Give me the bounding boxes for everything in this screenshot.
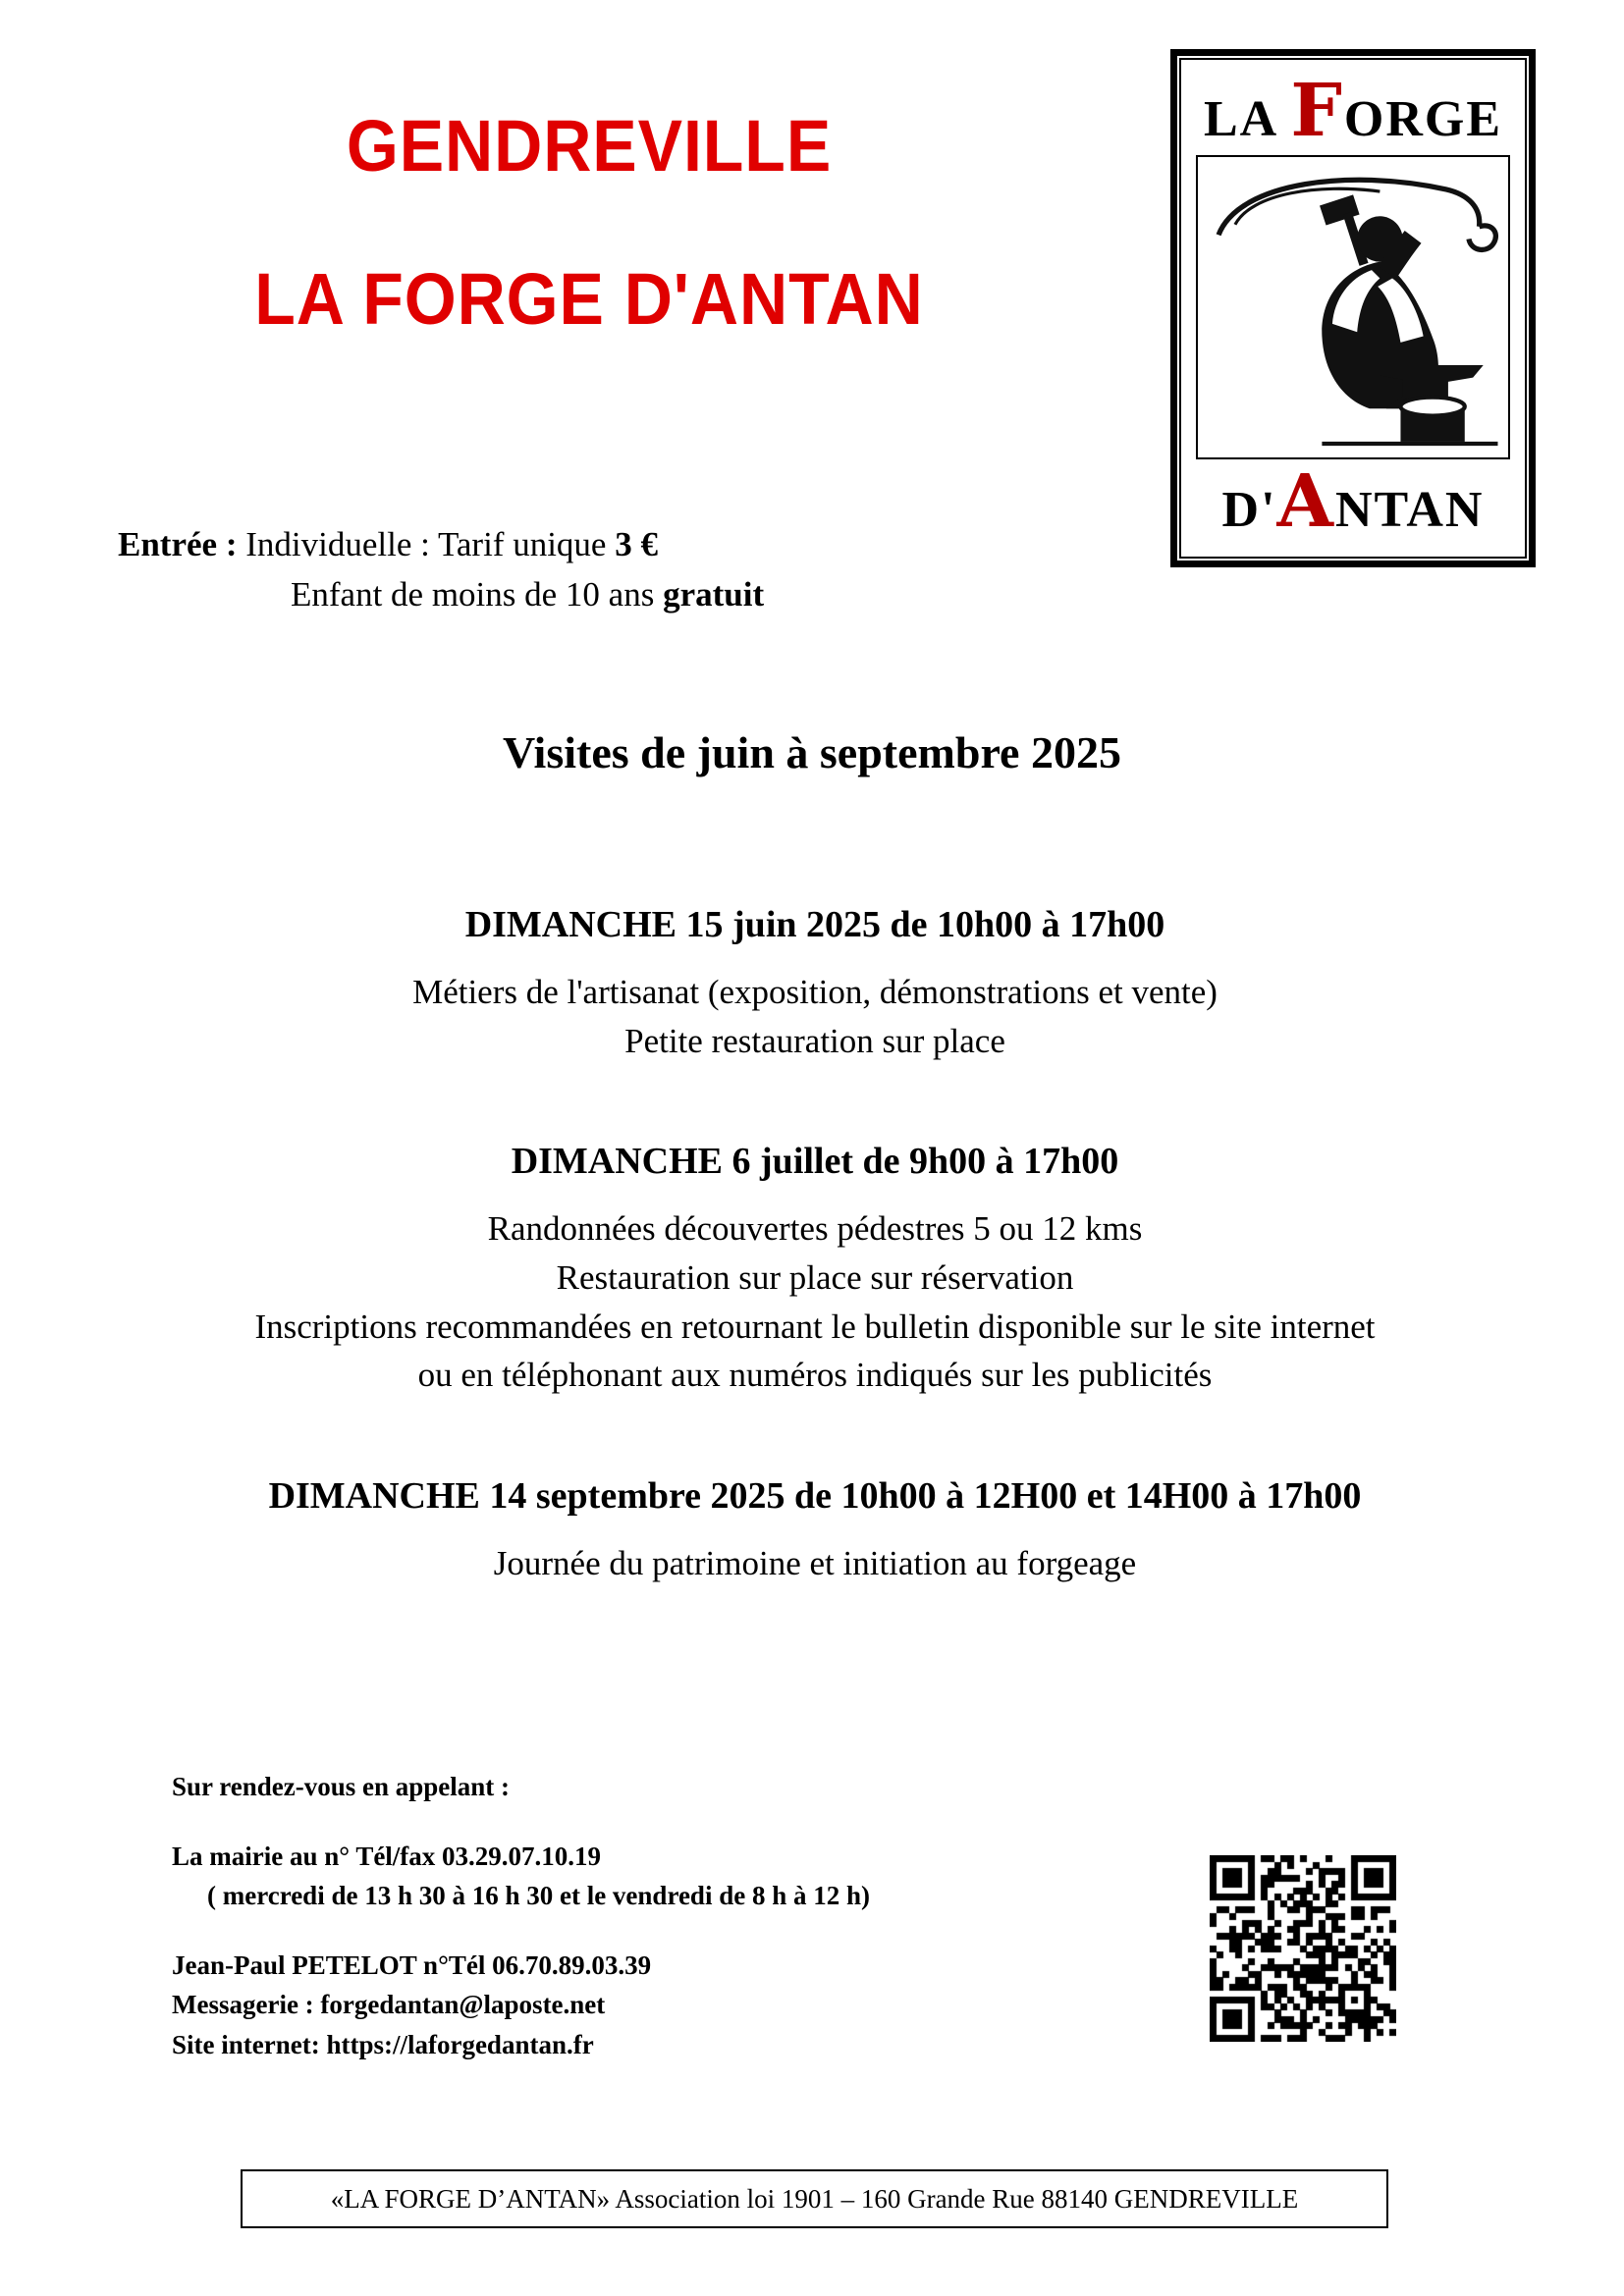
logo-word-top-prefix: LA bbox=[1203, 91, 1291, 147]
event-title: DIMANCHE 14 septembre 2025 de 10h00 à 12H00 et 14H00 à 17h00 bbox=[268, 1475, 1362, 1518]
logo-word-bottom-prefix: D' bbox=[1221, 482, 1277, 538]
logo-word-top bbox=[1170, 69, 1536, 153]
entry-pricing bbox=[118, 520, 1198, 620]
blacksmith-at-anvil-illustration bbox=[1196, 155, 1510, 459]
event-item bbox=[79, 1474, 1551, 1588]
qr-code[interactable] bbox=[1210, 1855, 1396, 2042]
contact-block bbox=[172, 1767, 1056, 2094]
qr-code-canvas[interactable] bbox=[1210, 1855, 1396, 2042]
contact-intro: Sur rendez-vous en appelant : bbox=[172, 1772, 511, 1801]
contact-person-phone: Jean-Paul PETELOT n°Tél 06.70.89.03.39 bbox=[172, 1949, 652, 1980]
page-title bbox=[147, 105, 1031, 340]
entry-line-1-text: Individuelle : Tarif unique bbox=[237, 525, 616, 563]
event-title: DIMANCHE 15 juin 2025 de 10h00 à 17h00 bbox=[464, 904, 1165, 945]
event-detail-line: Métiers de l'artisanat (exposition, démonstrations et vente) bbox=[412, 973, 1218, 1011]
logo-word-top-rest: ORGE bbox=[1343, 91, 1503, 147]
event-detail-line: ou en téléphonant aux numéros indiqués sur les publicités bbox=[417, 1356, 1213, 1395]
poster-header bbox=[0, 69, 1624, 579]
logo-word-bottom-rest: NTAN bbox=[1334, 482, 1485, 538]
event-item bbox=[79, 1140, 1551, 1400]
contact-email[interactable]: Messagerie : forgedantan@laposte.net bbox=[172, 1990, 606, 2019]
title-line-2: LA FORGE D'ANTAN bbox=[254, 257, 924, 340]
entry-line-2 bbox=[118, 570, 1198, 620]
contact-mairie-hours: ( mercredi de 13 h 30 à 16 h 30 et le vendredi de 8 h à 12 h) bbox=[207, 1881, 870, 1910]
entry-line-1 bbox=[118, 520, 1198, 570]
entry-line-2-text: Enfant de moins de 10 ans bbox=[291, 574, 664, 614]
event-item bbox=[79, 903, 1551, 1065]
entry-price: 3 € bbox=[615, 525, 658, 563]
footer-text: «LA FORGE D’ANTAN» Association loi 1901 – 160 Grande Rue 88140 GENDREVILLE bbox=[330, 2183, 1299, 2214]
events-list bbox=[79, 903, 1551, 1663]
footer-legal bbox=[241, 2169, 1388, 2228]
entry-line-2-strong: gratuit bbox=[663, 574, 765, 614]
logo bbox=[1170, 49, 1536, 567]
event-detail-line: Randonnées découvertes pédestres 5 ou 12 kms bbox=[487, 1209, 1143, 1249]
logo-word-bottom-initial: A bbox=[1276, 459, 1335, 544]
event-detail-line: Inscriptions recommandées en retournant le bulletin disponible sur le site internet bbox=[254, 1307, 1376, 1346]
event-detail-line: Petite restauration sur place bbox=[624, 1021, 1005, 1060]
event-detail-line: Restauration sur place sur réservation bbox=[556, 1258, 1074, 1298]
event-detail-line: Journée du patrimoine et initiation au forgeage bbox=[493, 1544, 1137, 1583]
contact-mairie-phone: La mairie au n° Tél/fax 03.29.07.10.19 bbox=[172, 1841, 602, 1871]
contact-person-group bbox=[172, 1946, 1056, 2065]
event-title: DIMANCHE 6 juillet de 9h00 à 17h00 bbox=[511, 1141, 1119, 1183]
contact-website[interactable]: Site internet: https://laforgedantan.fr bbox=[172, 2029, 594, 2059]
title-line-1: GENDREVILLE bbox=[346, 105, 833, 187]
logo-word-top-initial: F bbox=[1290, 69, 1344, 153]
logo-word-bottom bbox=[1170, 459, 1536, 544]
season-title: Visites de juin à septembre 2025 bbox=[503, 727, 1121, 777]
entry-label: Entrée : bbox=[118, 525, 238, 563]
contact-mairie-group bbox=[172, 1837, 1056, 1916]
